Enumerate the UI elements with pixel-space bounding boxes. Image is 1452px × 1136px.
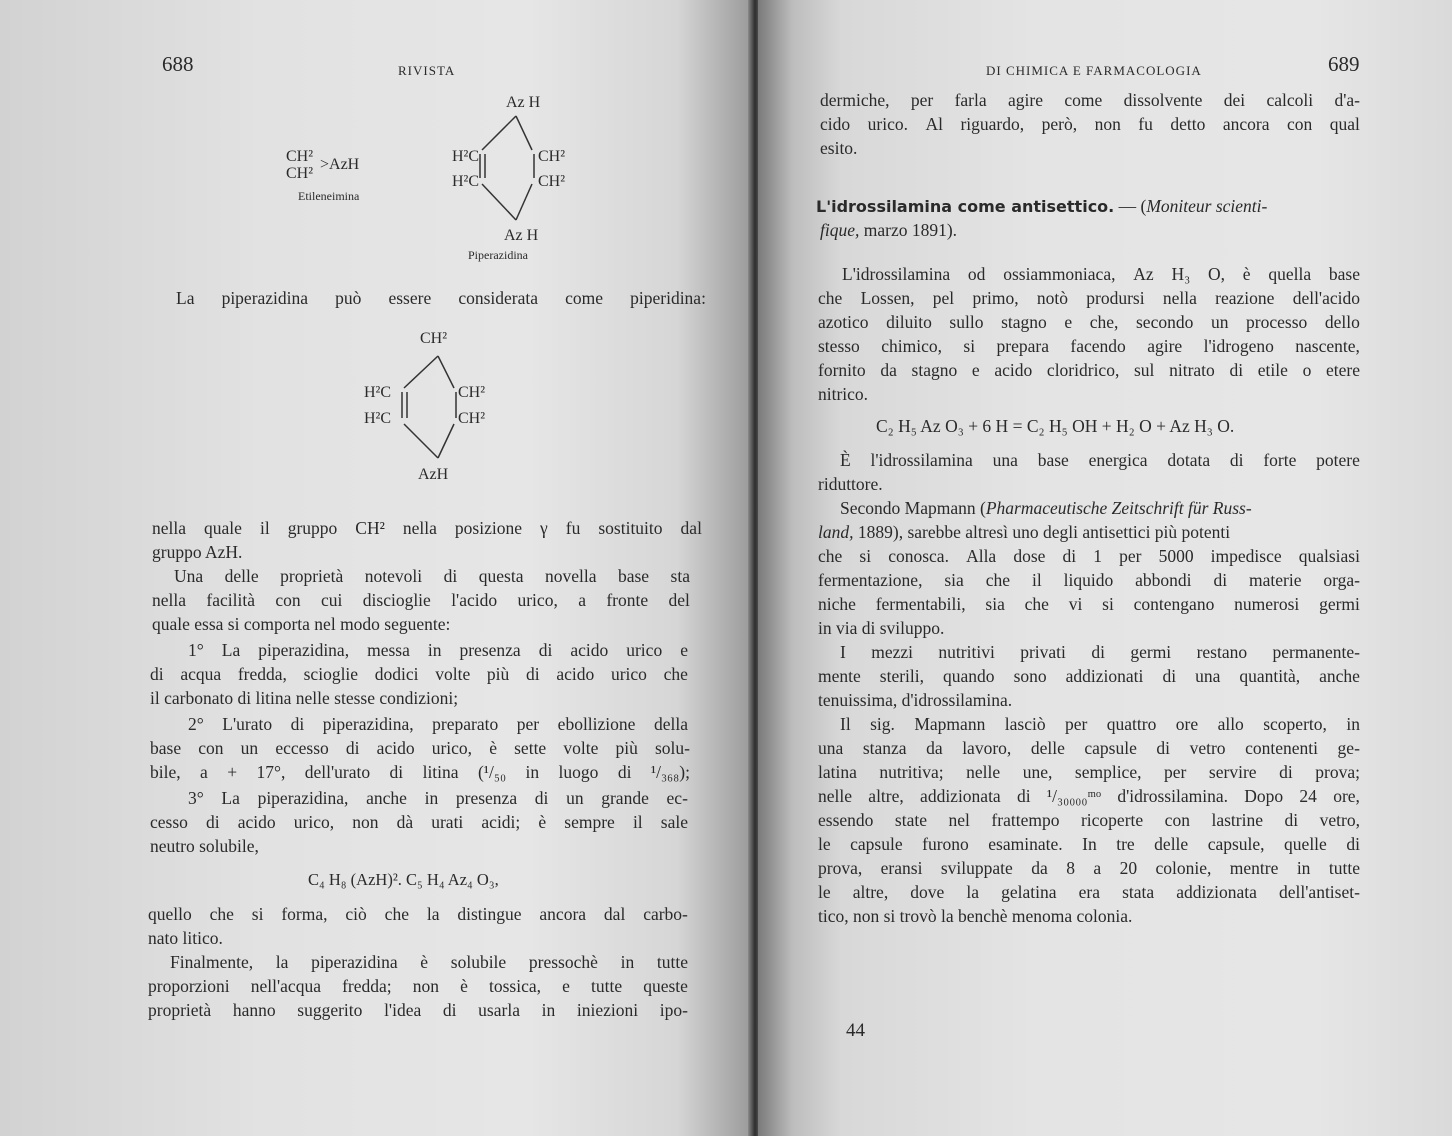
running-head: DI CHIMICA E FARMACOLOGIA [986, 63, 1202, 78]
mapmann-source-cont: land, [818, 522, 854, 542]
formula-top: CH² [420, 330, 448, 347]
section-heading-line2 [820, 220, 957, 241]
formula-bottom: Az H [504, 227, 539, 244]
formula-group: >AzH [320, 156, 360, 173]
text-line: stesso chimico, si prepara facendo agire l'idrogeno nascente, [818, 336, 1360, 356]
signature-mark: 44 [846, 1020, 865, 1041]
heading-dash: — ( [1114, 196, 1147, 216]
heading-source: Moniteur scienti- [1146, 196, 1268, 216]
text-line: il carbonato di litina nelle stesse condizioni; [150, 688, 459, 708]
mapmann-rest: 1889), sarebbe altresì uno degli antisettici più potenti [853, 522, 1231, 542]
text-line [818, 522, 1230, 543]
text-line: 2° L'urato di piperazidina, preparato per ebollizione della [188, 714, 688, 734]
text-line: nitrico. [818, 384, 869, 404]
text-line: 1° La piperazidina, messa in presenza di acido urico e [188, 640, 688, 660]
section-heading [816, 196, 1267, 217]
text-line: cesso di acido urico, non dà urati acidi; è sempre il sale [150, 812, 688, 832]
text-line: nelle altre, addizionata di ¹/₃₀₀₀₀ᵐᵒ d'idrossilamina. Dopo 24 ore, [818, 786, 1360, 806]
formula-left-top: H²C [452, 148, 480, 165]
formula-salt: C₄ H₈ (AzH)². C₅ H₄ Az₄ O₃, [308, 870, 499, 889]
text-line: quello che si forma, ciò che la distingue ancora dal carbo- [148, 904, 688, 924]
text-line: gruppo AzH. [152, 542, 243, 562]
running-head: RIVISTA [398, 63, 456, 78]
text-line: È l'idrossilamina una base energica dotata di forte potere [840, 450, 1360, 470]
text-line: L'idrossilamina od ossiammoniaca, Az H₃ O, è quella base [842, 264, 1360, 284]
text-line: una stanza da lavoro, delle capsule di vetro contenenti ge- [818, 738, 1360, 758]
page-number: 689 [1328, 52, 1360, 76]
formula-right-top: CH² [458, 384, 486, 401]
formula-piperazidina [446, 92, 586, 268]
text-line: proporzioni nell'acqua fredda; non è tossica, e tutte queste [148, 976, 688, 996]
text-line: essendo state nel frattempo ricoperte con lastrine di vetro, [818, 810, 1360, 830]
formula-caption: Piperazidina [468, 248, 528, 262]
text-line: Il sig. Mapmann lasciò per quattro ore allo scoperto, in [840, 714, 1360, 734]
text-line: cido urico. Al riguardo, però, non fu detto ancora con qual [820, 114, 1360, 134]
text-line: nella quale il gruppo CH² nella posizione γ fu sostituito dal [152, 518, 702, 538]
right-page [758, 0, 1452, 1136]
text-line: nato litico. [148, 928, 223, 948]
text-line: fermentazione, sia che il liquido abbondi di materie orga- [818, 570, 1360, 590]
equation: C₂ H₅ Az O₃ + 6 H = C₂ H₅ OH + H₂ O + Az H₃ O. [876, 416, 1235, 436]
formula-etileneimina [286, 148, 416, 208]
formula-left-bottom: H²C [452, 173, 480, 190]
text-line: quale essa si comporta nel modo seguente: [152, 614, 451, 634]
text-line: niche fermentabili, sia che vi si contengano numerosi germi [818, 594, 1360, 614]
text-line: azotico diluito sullo stagno e che, secondo un processo dello [818, 312, 1360, 332]
heading-source-cont: fique, [820, 220, 860, 240]
text-line: nella facilità con cui discioglie l'acido urico, a fronte del [152, 590, 690, 610]
text-line: proprietà hanno suggerito l'idea di usarla in iniezioni ipo- [148, 1000, 688, 1020]
formula-top: Az H [506, 94, 541, 111]
intro-line: La piperazidina può essere considerata come piperidina: [176, 288, 706, 308]
text-line: neutro solubile, [150, 836, 259, 856]
text-line: prova, eransi sviluppate da 8 a 20 colonie, mentre in tutte [818, 858, 1360, 878]
text-line: I mezzi nutritivi privati di germi restano permanente- [840, 642, 1360, 662]
formula-bottom: AzH [418, 466, 449, 483]
text-line: le capsule furono esaminate. In tre delle capsule, quelle di [818, 834, 1360, 854]
text-line: fornito da stagno e acido cloridrico, sul nitrato di etile o etere [818, 360, 1360, 380]
text-line: le altre, dove la gelatina era stata addizionata dell'antiset- [818, 882, 1360, 902]
formula-right-bottom: CH² [538, 173, 566, 190]
text-line: latina nutritiva; nelle une, semplice, per servire di prova; [818, 762, 1360, 782]
formula-top: CH² [286, 148, 314, 165]
text-line: base con un eccesso di acido urico, è sette volte più solu- [150, 738, 690, 758]
mapmann-source: Pharmaceutische Zeitschrift für Russ- [985, 498, 1252, 518]
text-line: esito. [820, 138, 858, 158]
formula-left-bottom: H²C [364, 410, 392, 427]
text-line: 3° La piperazidina, anche in presenza di un grande ec- [188, 788, 688, 808]
formula-left-top: H²C [364, 384, 392, 401]
page-number: 688 [162, 52, 194, 76]
formula-right-top: CH² [538, 148, 566, 165]
text-line: Finalmente, la piperazidina è solubile pressochè in tutte [170, 952, 688, 972]
text-line: di acqua fredda, scioglie dodici volte più di acido urico che [150, 664, 688, 684]
formula-right-bottom: CH² [458, 410, 486, 427]
formula-piperidina [360, 330, 500, 490]
mapmann-start: Secondo Mapmann ( [840, 498, 986, 518]
text-line: Una delle proprietà notevoli di questa novella base sta [174, 566, 690, 586]
text-line: in via di sviluppo. [818, 618, 945, 638]
text-line: tico, non si trovò la benchè menoma colonia. [818, 906, 1133, 926]
text-line: che Lossen, pel primo, notò prodursi nella reazione dell'acido [818, 288, 1360, 308]
text-line: tenuissima, d'idrossilamina. [818, 690, 1013, 710]
formula-caption: Etileneimina [298, 189, 360, 203]
formula-bottom: CH² [286, 165, 314, 182]
text-line: dermiche, per farla agire come dissolvente dei calcoli d'a- [820, 90, 1360, 110]
text-line: riduttore. [818, 474, 883, 494]
heading-date: marzo 1891). [859, 220, 958, 240]
text-line: che si conosca. Alla dose di 1 per 5000 impedisce qualsiasi [818, 546, 1360, 566]
text-line: bile, a + 17°, dell'urato di litina (¹/₅₀ in luogo di ¹/₃₆₈); [150, 762, 690, 782]
text-line [840, 498, 1252, 519]
text-line: mente sterili, quando sono addizionati di una quantità, anche [818, 666, 1360, 686]
heading-title: L'idrossilamina come antisettico. [816, 197, 1115, 216]
